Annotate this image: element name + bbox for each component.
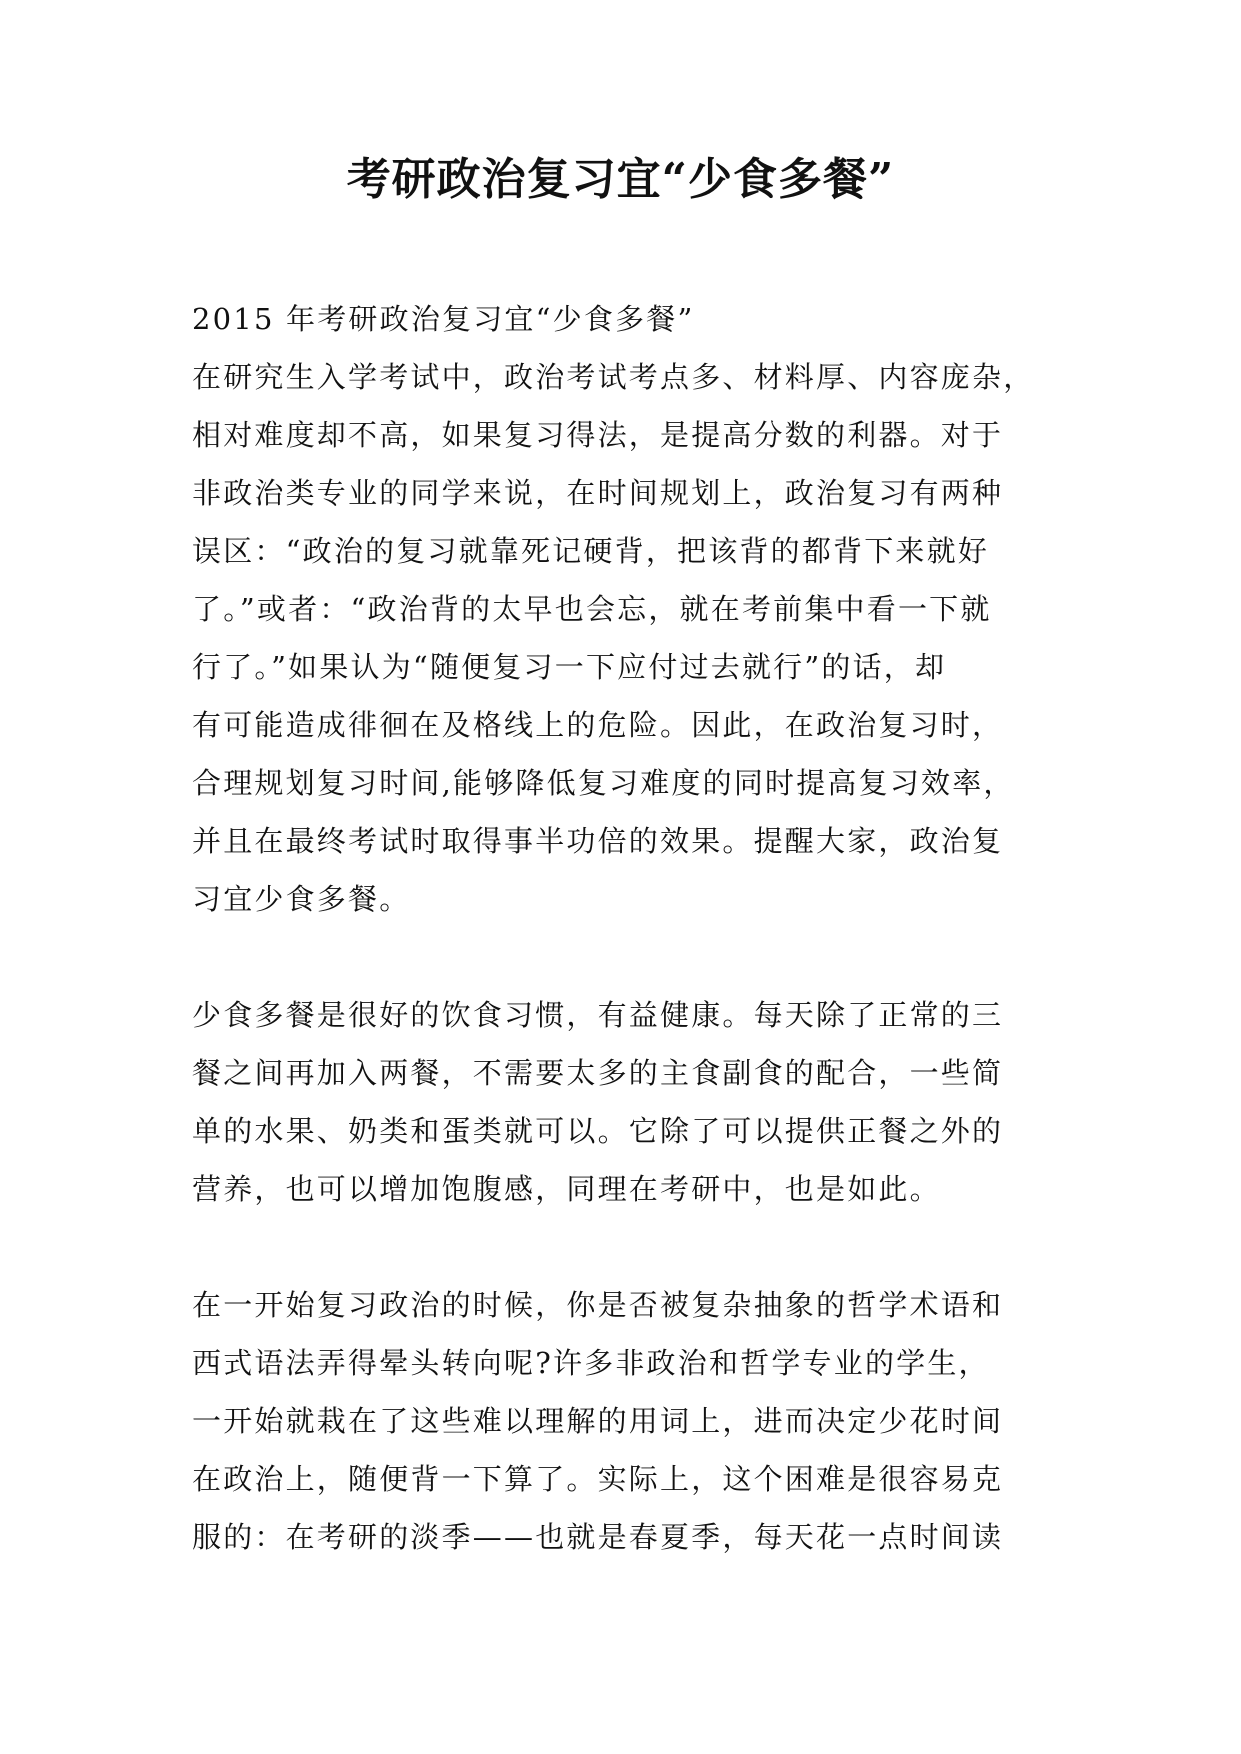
paragraph-spacer — [192, 928, 1062, 986]
text-line: 非政治类专业的同学来说，在时间规划上，政治复习有两种 — [192, 476, 1004, 510]
document-body — [192, 290, 1062, 1566]
text-line: 2015 年考研政治复习宜“少食多餐” — [192, 302, 695, 336]
text-line: 习宜少食多餐。 — [192, 882, 411, 916]
paragraph-1 — [192, 290, 1062, 928]
text-line: 在研究生入学考试中，政治考试考点多、材料厚、内容庞杂， — [192, 360, 1035, 394]
text-line: 服的：在考研的淡季——也就是春夏季，每天花一点时间读 — [192, 1520, 1004, 1554]
text-line: 了。”或者：“政治背的太早也会忘，就在考前集中看一下就 — [192, 592, 992, 626]
text-line: 相对难度却不高，如果复习得法，是提高分数的利器。对于 — [192, 418, 1004, 452]
paragraph-spacer — [192, 1218, 1062, 1276]
paragraph-2 — [192, 986, 1062, 1218]
text-line: 误区：“政治的复习就靠死记硬背，把该背的都背下来就好 — [192, 534, 990, 568]
paragraph-3 — [192, 1276, 1062, 1566]
text-line: 在政治上，随便背一下算了。实际上，这个困难是很容易克 — [192, 1462, 1004, 1496]
text-line: 西式语法弄得晕头转向呢?许多非政治和哲学专业的学生， — [192, 1346, 990, 1380]
text-line: 少食多餐是很好的饮食习惯，有益健康。每天除了正常的三 — [192, 998, 1004, 1032]
text-line: 合理规划复习时间,能够降低复习难度的同时提高复习效率， — [192, 766, 1015, 800]
text-line: 并且在最终考试时取得事半功倍的效果。提醒大家，政治复 — [192, 824, 1004, 858]
text-line: 一开始就栽在了这些难以理解的用词上，进而决定少花时间 — [192, 1404, 1004, 1438]
text-line: 有可能造成徘徊在及格线上的危险。因此，在政治复习时， — [192, 708, 1004, 742]
text-line: 单的水果、奶类和蛋类就可以。它除了可以提供正餐之外的 — [192, 1114, 1004, 1148]
text-line: 行了。”如果认为“随便复习一下应付过去就行”的话，却 — [192, 650, 947, 684]
text-line: 餐之间再加入两餐，不需要太多的主食副食的配合，一些简 — [192, 1056, 1004, 1090]
text-line: 在一开始复习政治的时候，你是否被复杂抽象的哲学术语和 — [192, 1288, 1004, 1322]
text-line: 营养，也可以增加饱腹感，同理在考研中，也是如此。 — [192, 1172, 941, 1206]
document-title: 考研政治复习宜“少食多餐” — [346, 154, 895, 205]
